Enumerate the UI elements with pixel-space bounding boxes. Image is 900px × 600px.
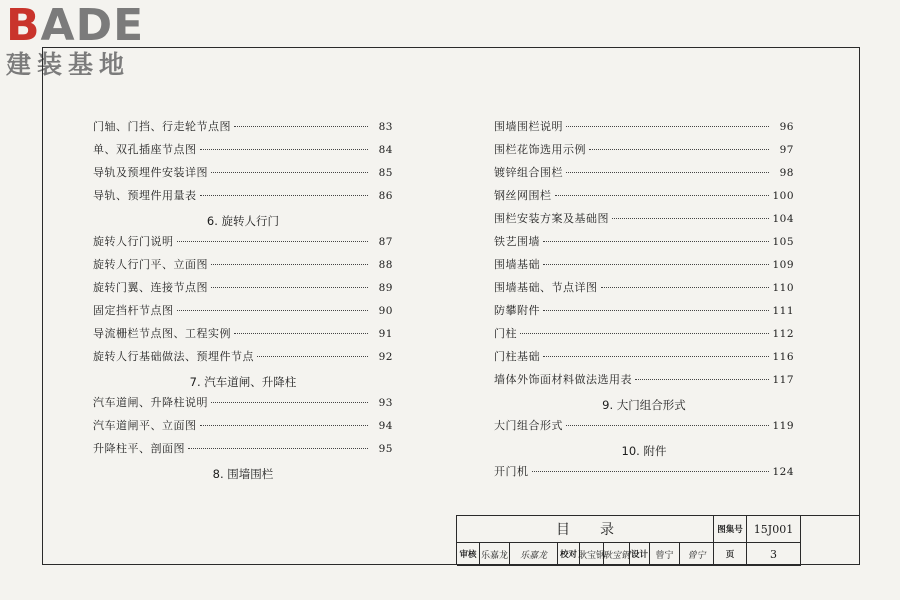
toc-entry xyxy=(93,118,393,141)
toc-leader-dots xyxy=(543,356,769,357)
toc-entry xyxy=(93,164,393,187)
toc-entry-page: 105 xyxy=(772,236,794,248)
toc-section-heading: 8. 围墙围栏 xyxy=(212,467,274,481)
toc-entry xyxy=(494,233,794,256)
toc-entry-page: 88 xyxy=(378,259,393,271)
toc-entry-page: 83 xyxy=(378,121,393,133)
toc-entry-title: 固定挡杆节点图 xyxy=(93,304,174,317)
toc-entry-page: 124 xyxy=(772,466,794,478)
toc-entry-title: 防攀附件 xyxy=(494,304,540,317)
toc-section-heading: 6. 旋转人行门 xyxy=(206,214,280,228)
toc-entry xyxy=(494,187,794,210)
toc-leader-dots xyxy=(543,241,769,242)
toc-entry-page: 96 xyxy=(779,121,794,133)
toc-leader-dots xyxy=(555,195,770,196)
toc-leader-dots xyxy=(532,471,770,472)
review-label: 审核 xyxy=(457,543,480,566)
toc-section-heading: 9. 大门组合形式 xyxy=(602,398,686,412)
toc-leader-dots xyxy=(200,425,369,426)
toc-entry-page: 93 xyxy=(378,397,393,409)
toc-entry-title: 旋转人行基础做法、预埋件节点 xyxy=(93,350,254,363)
toc-entry xyxy=(494,164,794,187)
toc-leader-dots xyxy=(211,287,368,288)
toc-entry xyxy=(494,463,794,486)
toc-entry-page: 92 xyxy=(378,351,393,363)
toc-entry xyxy=(494,371,794,394)
toc-entry-page: 91 xyxy=(378,328,393,340)
toc-entry-page: 100 xyxy=(772,190,794,202)
toc-entry-page: 87 xyxy=(378,236,393,248)
toc-leader-dots xyxy=(211,172,368,173)
toc-entry xyxy=(494,348,794,371)
logo-subtitle: 建装基地 xyxy=(6,50,131,79)
toc-leader-dots xyxy=(234,126,368,127)
toc-entry xyxy=(93,325,393,348)
toc-leader-dots xyxy=(520,333,769,334)
toc-entry-page: 111 xyxy=(772,305,794,317)
toc-leader-dots xyxy=(188,448,368,449)
toc-entry-page: 86 xyxy=(378,190,393,202)
toc-leader-dots xyxy=(612,218,769,219)
toc-entry-title: 旋转人行门平、立面图 xyxy=(93,258,208,271)
toc-entry-title: 围墙基础、节点详图 xyxy=(494,281,598,294)
toc-entry xyxy=(494,118,794,141)
toc-leader-dots xyxy=(543,310,769,311)
designer-name: 曾宁 xyxy=(650,543,680,566)
toc-entry-page: 119 xyxy=(772,420,794,432)
atlas-number: 15J001 xyxy=(747,516,801,543)
toc-entry-title: 导流栅栏节点图、工程实例 xyxy=(93,327,231,340)
toc-section-heading: 10. 附件 xyxy=(621,444,667,458)
toc-entry-page: 110 xyxy=(772,282,794,294)
design-label: 设计 xyxy=(630,543,650,566)
toc-leader-dots xyxy=(566,172,769,173)
proofer-signature: 耿宝钢 xyxy=(604,543,630,566)
toc-entry-title: 钢丝网围栏 xyxy=(494,189,552,202)
toc-entry-page: 117 xyxy=(772,374,794,386)
toc-leader-dots xyxy=(635,379,769,380)
toc-entry xyxy=(494,279,794,302)
toc-leader-dots xyxy=(234,333,368,334)
toc-section-heading: 7. 汽车道闸、升降柱 xyxy=(189,375,297,389)
toc-leader-dots xyxy=(543,264,769,265)
toc-entry-title: 门轴、门挡、行走轮节点图 xyxy=(93,120,231,133)
toc-entry-title: 门柱基础 xyxy=(494,350,540,363)
toc-entry xyxy=(494,417,794,440)
reviewer-name: 乐嘉龙 xyxy=(480,543,510,566)
proof-label: 校对 xyxy=(558,543,580,566)
atlas-label: 图集号 xyxy=(714,516,747,543)
toc-leader-dots xyxy=(211,264,368,265)
toc-leader-dots xyxy=(200,149,369,150)
toc-entry xyxy=(93,187,393,210)
proofer-name: 耿宝钢 xyxy=(580,543,604,566)
toc-entry xyxy=(93,394,393,417)
title-block-title: 目录 xyxy=(457,516,714,543)
page-number: 3 xyxy=(747,543,801,566)
toc-entry xyxy=(93,417,393,440)
reviewer-signature: 乐嘉龙 xyxy=(510,543,558,566)
toc-entry xyxy=(93,302,393,325)
toc-entry-title: 围栏安装方案及基础图 xyxy=(494,212,609,225)
toc-entry-title: 铁艺围墙 xyxy=(494,235,540,248)
toc-leader-dots xyxy=(211,402,368,403)
toc-entry xyxy=(93,233,393,256)
toc-entry-title: 导轨、预埋件用量表 xyxy=(93,189,197,202)
toc-entry-title: 围墙围栏说明 xyxy=(494,120,563,133)
toc-entry-page: 97 xyxy=(779,144,794,156)
toc-entry-page: 95 xyxy=(378,443,393,455)
toc-entry-page: 98 xyxy=(779,167,794,179)
toc-entry xyxy=(494,210,794,233)
toc-leader-dots xyxy=(177,241,369,242)
toc-leader-dots xyxy=(566,425,769,426)
toc-entry-title: 汽车道闸、升降柱说明 xyxy=(93,396,208,409)
toc-entry-page: 112 xyxy=(772,328,794,340)
toc-entry-page: 94 xyxy=(378,420,393,432)
toc-entry xyxy=(93,279,393,302)
toc-entry-page: 84 xyxy=(378,144,393,156)
toc-leader-dots xyxy=(589,149,769,150)
toc-entry-title: 开门机 xyxy=(494,465,529,478)
toc-leader-dots xyxy=(566,126,769,127)
toc-entry xyxy=(494,302,794,325)
toc-entry-title: 导轨及预埋件安装详图 xyxy=(93,166,208,179)
toc-entry xyxy=(93,141,393,164)
toc-right-column xyxy=(494,118,794,486)
toc-leader-dots xyxy=(601,287,770,288)
toc-entry-title: 升降柱平、剖面图 xyxy=(93,442,185,455)
toc-entry-page: 116 xyxy=(772,351,794,363)
title-block xyxy=(456,515,860,565)
designer-signature: 曾宁 xyxy=(680,543,714,566)
toc-entry-title: 围墙基础 xyxy=(494,258,540,271)
toc-entry-page: 109 xyxy=(772,259,794,271)
toc-entry-page: 85 xyxy=(378,167,393,179)
toc-entry-title: 门柱 xyxy=(494,327,517,340)
toc-entry-title: 旋转人行门说明 xyxy=(93,235,174,248)
toc-entry-title: 旋转门翼、连接节点图 xyxy=(93,281,208,294)
toc-entry-page: 89 xyxy=(378,282,393,294)
toc-leader-dots xyxy=(177,310,369,311)
toc-entry-title: 墙体外饰面材料做法选用表 xyxy=(494,373,632,386)
toc-entry-title: 围栏花饰选用示例 xyxy=(494,143,586,156)
toc-entry xyxy=(494,256,794,279)
toc-entry xyxy=(93,348,393,371)
logo-brand: BADE xyxy=(6,0,145,51)
toc-entry xyxy=(93,256,393,279)
toc-entry-title: 汽车道闸平、立面图 xyxy=(93,419,197,432)
toc-entry xyxy=(494,141,794,164)
toc-entry-page: 104 xyxy=(772,213,794,225)
toc-entry xyxy=(494,325,794,348)
toc-entry-title: 大门组合形式 xyxy=(494,419,563,432)
toc-entry-title: 镀锌组合围栏 xyxy=(494,166,563,179)
toc-leader-dots xyxy=(257,356,368,357)
page-label: 页 xyxy=(714,543,747,566)
toc-left-column xyxy=(93,118,393,486)
toc-entry-page: 90 xyxy=(378,305,393,317)
toc-entry-title: 单、双孔插座节点图 xyxy=(93,143,197,156)
toc-leader-dots xyxy=(200,195,369,196)
toc-entry xyxy=(93,440,393,463)
